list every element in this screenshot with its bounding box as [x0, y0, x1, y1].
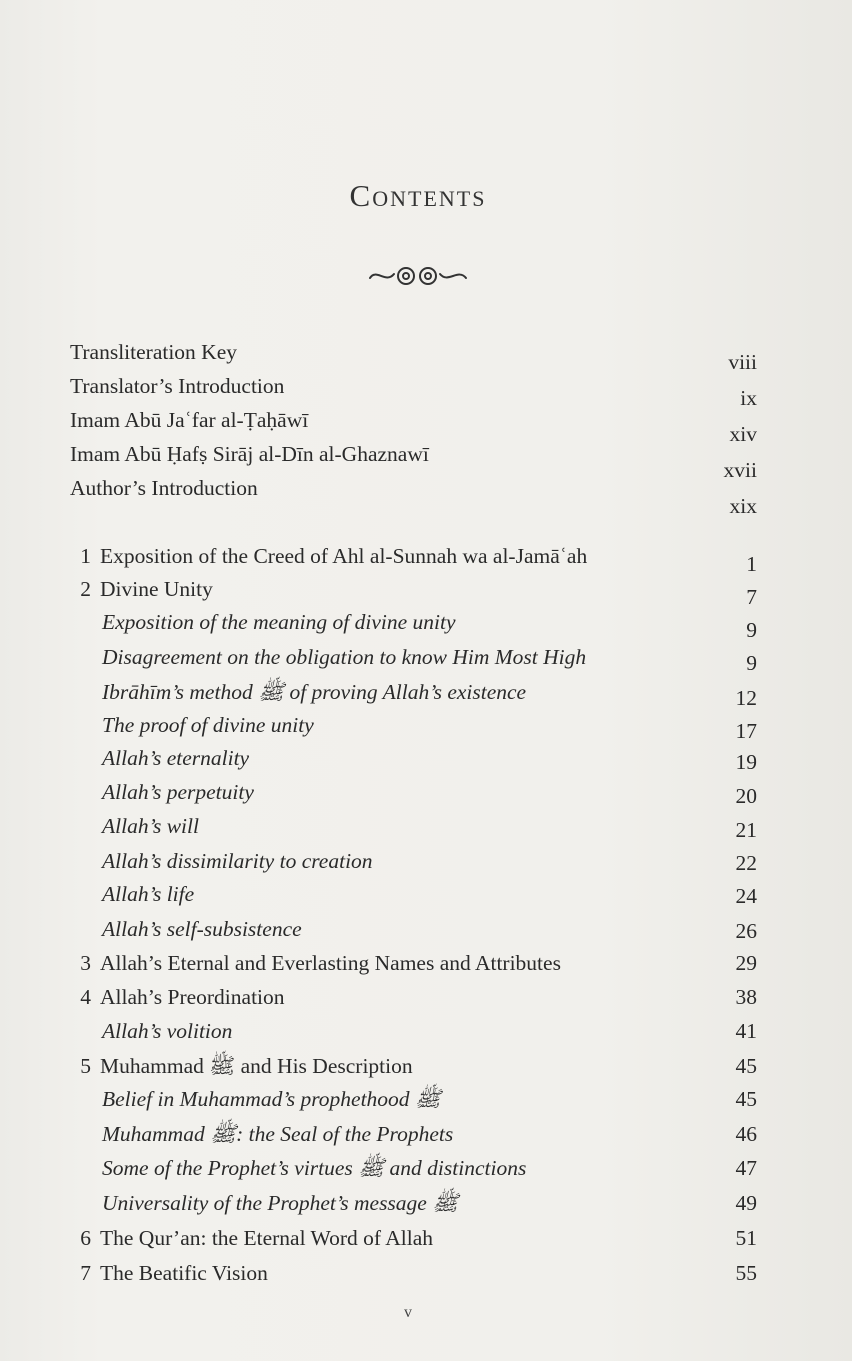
toc-entry-page: 22: [735, 851, 757, 875]
toc-chapter-number: 3: [80, 951, 91, 975]
toc-subsection-entry[interactable]: [0, 845, 852, 877]
toc-front-matter-entry[interactable]: [0, 404, 852, 446]
toc-subsection-entry[interactable]: [0, 1118, 852, 1150]
toc-subsection-entry[interactable]: [0, 641, 852, 673]
toc-subsection-entry[interactable]: [0, 810, 852, 842]
toc-entry-label: Allah’s eternality: [102, 746, 250, 770]
toc-subsection-entry[interactable]: [0, 709, 852, 741]
toc-entry-page: ix: [740, 386, 757, 410]
toc-entry-page: 29: [735, 951, 757, 975]
toc-front-matter-entry[interactable]: [0, 336, 852, 374]
toc-entry-page: 45: [735, 1087, 757, 1111]
toc-front-matter-entry[interactable]: [0, 370, 852, 410]
toc-entry-label: Allah’s life: [102, 882, 195, 906]
toc-entry-label: Allah’s Preordination: [100, 985, 285, 1009]
toc-entry-label: Imam Abū Ḥafṣ Sirāj al-Dīn al-Ghaznawī: [70, 442, 429, 466]
toc-entry-page: 41: [735, 1019, 757, 1043]
toc-chapter-entry[interactable]: [0, 1257, 852, 1289]
toc-chapter-number: 2: [80, 577, 91, 601]
toc-entry-label: Muhammad ﷺ: the Seal of the Prophets: [102, 1122, 454, 1146]
ornament-icon: [366, 262, 470, 290]
toc-subsection-entry[interactable]: [0, 742, 852, 774]
toc-chapter-entry[interactable]: [0, 540, 852, 576]
toc-chapter-entry[interactable]: [0, 981, 852, 1013]
toc-entry-page: 20: [735, 784, 757, 808]
toc-entry-page: 12: [735, 686, 757, 710]
toc-subsection-entry[interactable]: [0, 1015, 852, 1047]
toc-entry-label: Belief in Muhammad’s prophethood ﷺ: [102, 1087, 441, 1111]
toc-entry-label: Imam Abū Jaʿfar al-Ṭaḥāwī: [70, 408, 309, 432]
toc-entry-label: The Beatific Vision: [100, 1261, 268, 1285]
toc-entry-label: Exposition of the meaning of divine unity: [102, 610, 456, 634]
toc-entry-page: 9: [746, 651, 757, 675]
toc-entry-page: 19: [735, 750, 757, 774]
toc-entry-page: viii: [728, 350, 757, 374]
toc-subsection-entry[interactable]: [0, 1152, 852, 1184]
toc-entry-label: Allah’s will: [102, 814, 199, 838]
toc-entry-page: 38: [735, 985, 757, 1009]
toc-entry-label: Exposition of the Creed of Ahl al-Sunnah wa al-Jamāʿah: [100, 544, 588, 568]
toc-entry-label: Allah’s Eternal and Everlasting Names and Attributes: [100, 951, 561, 975]
toc-chapter-entry[interactable]: [0, 1050, 852, 1082]
toc-entry-label: Translator’s Introduction: [70, 374, 285, 398]
toc-entry-page: 1: [746, 552, 757, 576]
toc-entry-page: 55: [735, 1261, 757, 1285]
toc-entry-page: 21: [735, 818, 757, 842]
toc-entry-page: xiv: [729, 422, 757, 446]
page-title: Contents: [349, 178, 487, 213]
toc-chapter-number: 6: [80, 1226, 91, 1250]
toc-entry-page: 46: [735, 1122, 757, 1146]
toc-subsection-entry[interactable]: [0, 676, 852, 708]
toc-entry-label: Author’s Introduction: [70, 476, 258, 500]
toc-chapter-number: 5: [80, 1054, 91, 1078]
toc-entry-label: Ibrāhīm’s method ﷺ of proving Allah’s existence: [102, 680, 527, 704]
toc-entry-label: Transliteration Key: [70, 340, 238, 364]
toc-entry-page: 9: [746, 618, 757, 642]
toc-entry-page: 7: [746, 585, 757, 609]
toc-entry-label: Allah’s perpetuity: [102, 780, 254, 804]
toc-front-matter-entry[interactable]: [0, 438, 852, 482]
toc-entry-page: 49: [735, 1191, 757, 1215]
toc-subsection-entry[interactable]: [0, 776, 852, 808]
toc-chapter-number: 7: [80, 1261, 91, 1285]
toc-entry-page: 51: [735, 1226, 757, 1250]
toc-subsection-entry[interactable]: [0, 1187, 852, 1219]
toc-entry-page: 47: [735, 1156, 757, 1180]
toc-entry-label: Universality of the Prophet’s message ﷺ: [102, 1191, 459, 1215]
toc-entry-label: Allah’s self-subsistence: [102, 917, 302, 941]
toc-entry-label: Divine Unity: [100, 577, 213, 601]
toc-subsection-entry[interactable]: [0, 606, 852, 642]
toc-entry-page: 45: [735, 1054, 757, 1078]
toc-entry-page: 17: [735, 719, 757, 743]
toc-entry-label: Some of the Prophet’s virtues ﷺ and distinctions: [102, 1156, 527, 1180]
toc-entry-label: Allah’s dissimilarity to creation: [102, 849, 373, 873]
toc-entry-page: xix: [729, 494, 757, 518]
toc-chapter-entry[interactable]: [0, 1222, 852, 1254]
toc-entry-page: 26: [735, 919, 757, 943]
toc-entry-label: Disagreement on the obligation to know Him Most High: [102, 645, 587, 669]
toc-chapter-entry[interactable]: [0, 947, 852, 979]
toc-chapter-number: 4: [80, 985, 91, 1009]
toc-subsection-entry[interactable]: [0, 1083, 852, 1115]
toc-entry-label: The proof of divine unity: [102, 713, 314, 737]
toc-subsection-entry[interactable]: [0, 878, 852, 910]
toc-entry-page: xvii: [723, 458, 757, 482]
toc-subsection-entry[interactable]: [0, 913, 852, 945]
toc-entry-label: The Qur’an: the Eternal Word of Allah: [100, 1226, 434, 1250]
toc-entry-page: 24: [735, 884, 757, 908]
toc-chapter-number: 1: [80, 544, 91, 568]
page-number: v: [404, 1304, 412, 1321]
toc-front-matter-entry[interactable]: [0, 472, 852, 518]
toc-entry-label: Muhammad ﷺ and His Description: [100, 1054, 413, 1078]
toc-entry-label: Allah’s volition: [102, 1019, 233, 1043]
toc-chapter-entry[interactable]: [0, 573, 852, 609]
